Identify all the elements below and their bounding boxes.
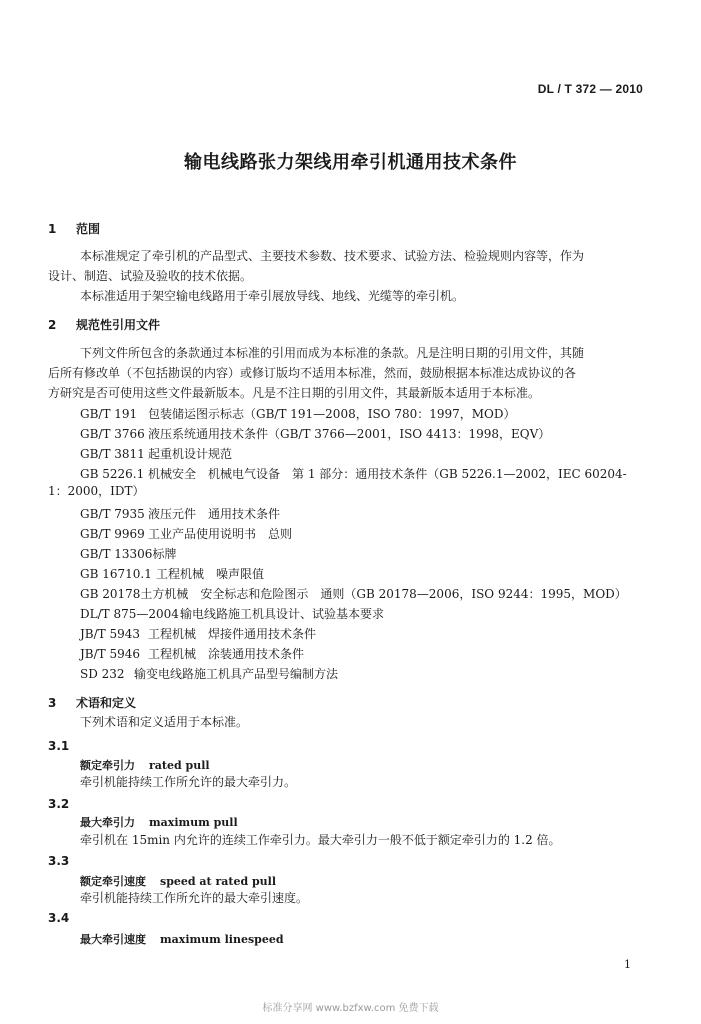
s2-intro-line1: 下列文件所包含的条款通过本标准的引用而成为本标准的条款。凡是注明日期的引用文件，其随 xyxy=(80,346,585,360)
term-en: maximum pull xyxy=(149,816,238,829)
reference-title: 输变电线路施工机具产品型号编制方法 xyxy=(134,667,339,681)
section-1-heading xyxy=(48,220,100,237)
reference-item xyxy=(80,545,176,562)
section-3-heading xyxy=(48,694,136,711)
reference-code: SD 232 xyxy=(80,667,125,681)
section-title: 范围 xyxy=(76,222,101,236)
reference-title: 机械安全 机械电气设备 第 1 部分：通用技术条件（GB 5226.1—2002，IEC 60204- xyxy=(148,467,627,481)
reference-continuation: 1：2000，IDT） xyxy=(48,484,145,498)
reference-title: 液压系统通用技术条件（GB/T 3766—2001，ISO 4413：1998，EQV） xyxy=(148,427,551,441)
reference-title: 包装储运图示标志（GB/T 191—2008，ISO 780：1997，MOD） xyxy=(148,407,516,421)
reference-title: 输电线路施工机具设计、试验基本要求 xyxy=(180,607,385,621)
term-cn: 最大牵引力 xyxy=(80,816,135,829)
reference-item xyxy=(80,405,516,422)
section-number: 1 xyxy=(48,222,57,236)
reference-code: GB 5226.1 xyxy=(80,467,145,481)
term-en: speed at rated pull xyxy=(160,875,277,888)
reference-code: JB/T 5943 xyxy=(80,627,141,641)
section-title: 术语和定义 xyxy=(76,696,137,710)
reference-item xyxy=(80,525,292,542)
reference-title: 工程机械 焊接件通用技术条件 xyxy=(148,627,317,641)
reference-item xyxy=(80,565,264,582)
reference-code: GB 16710.1 xyxy=(80,567,152,581)
term-definition: 牵引机能持续工作所允许的最大牵引速度。 xyxy=(80,891,309,905)
page-number: 1 xyxy=(624,958,631,971)
section-2-heading xyxy=(48,316,160,333)
section-title: 规范性引用文件 xyxy=(76,318,161,332)
reference-item xyxy=(80,585,627,602)
section-number: 3 xyxy=(48,696,57,710)
section-number: 2 xyxy=(48,318,57,332)
reference-title: 起重机设计规范 xyxy=(148,447,233,461)
reference-title: 工程机械 噪声限值 xyxy=(156,567,265,581)
reference-code: GB/T 7935 xyxy=(80,507,145,521)
reference-item xyxy=(80,465,627,482)
standard-number: DL / T 372 — 2010 xyxy=(537,82,643,96)
document-title: 输电线路张力架线用牵引机通用技术条件 xyxy=(184,152,517,173)
reference-code: GB/T 13306 xyxy=(80,547,153,561)
s2-intro-line2: 后所有修改单（不包括勘误的内容）或修订版均不适用本标准，然而，鼓励根据本标准达成协议的各 xyxy=(48,366,577,380)
term-number: 3.2 xyxy=(48,797,70,811)
reference-code: JB/T 5946 xyxy=(80,647,141,661)
reference-code: GB 20178 xyxy=(80,587,141,601)
watermark: 标准分享网 www.bzfxw.com 免费下载 xyxy=(262,1003,439,1014)
term-heading xyxy=(80,814,238,830)
term-definition: 牵引机能持续工作所允许的最大牵引力。 xyxy=(80,775,297,789)
s1-para2: 本标准适用于架空输电线路用于牵引展放导线、地线、光缆等的牵引机。 xyxy=(80,289,465,303)
term-number: 3.3 xyxy=(48,854,70,868)
reference-item xyxy=(80,425,550,442)
reference-title: 土方机械 安全标志和危险图示 通则（GB 20178—2006，ISO 9244：1995，MOD） xyxy=(140,587,627,601)
reference-code: GB/T 3766 xyxy=(80,427,145,441)
reference-code: GB/T 3811 xyxy=(80,447,145,461)
term-cn: 额定牵引力 xyxy=(80,759,135,772)
reference-item xyxy=(80,605,384,622)
term-number: 3.1 xyxy=(48,739,70,753)
reference-title: 标牌 xyxy=(152,547,177,561)
reference-title: 工业产品使用说明书 总则 xyxy=(148,527,293,541)
reference-item xyxy=(80,445,232,462)
term-heading xyxy=(80,757,210,773)
term-heading xyxy=(80,873,276,889)
reference-item xyxy=(80,645,304,662)
reference-item xyxy=(80,625,316,642)
reference-code: GB/T 9969 xyxy=(80,527,145,541)
term-en: rated pull xyxy=(149,759,210,772)
term-heading xyxy=(80,931,284,947)
reference-code: DL/T 875—2004 xyxy=(80,607,179,621)
term-en: maximum linespeed xyxy=(160,933,284,946)
reference-title: 工程机械 涂装通用技术条件 xyxy=(148,647,305,661)
s3-intro: 下列术语和定义适用于本标准。 xyxy=(80,715,249,729)
term-cn: 额定牵引速度 xyxy=(80,875,146,888)
s1-para1-line1: 本标准规定了牵引机的产品型式、主要技术参数、技术要求、试验方法、检验规则内容等，作为 xyxy=(80,249,585,263)
term-definition: 牵引机在 15min 内允许的连续工作牵引力。最大牵引力一般不低于额定牵引力的 1.2 倍。 xyxy=(80,833,561,847)
reference-code: GB/T 191 xyxy=(80,407,138,421)
term-number: 3.4 xyxy=(48,911,70,925)
s2-intro-line3: 方研究是否可使用这些文件最新版本。凡是不注日期的引用文件，其最新版本适用于本标准。 xyxy=(48,386,541,400)
reference-item xyxy=(80,505,280,522)
term-cn: 最大牵引速度 xyxy=(80,933,146,946)
s1-para1-line2: 设计、制造、试验及验收的技术依据。 xyxy=(48,269,253,283)
reference-title: 液压元件 通用技术条件 xyxy=(148,507,281,521)
reference-item xyxy=(80,665,338,682)
